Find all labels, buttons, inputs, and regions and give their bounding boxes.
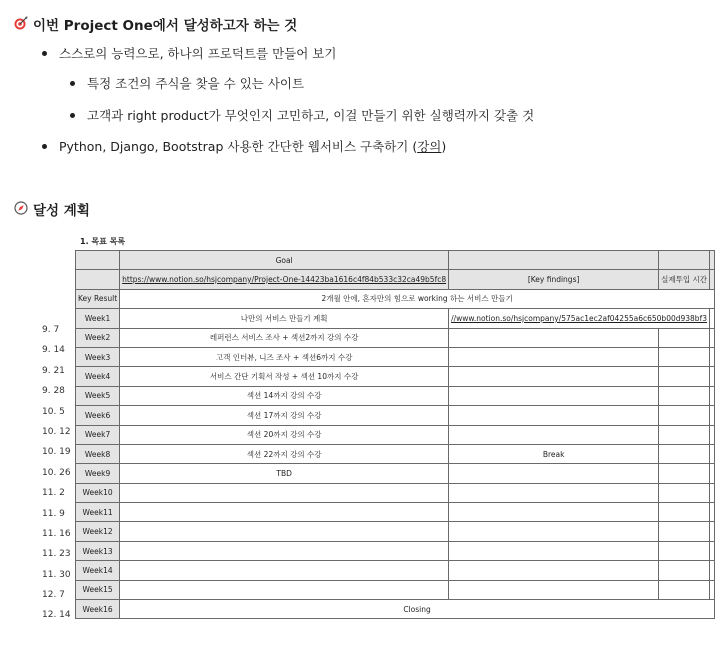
week-date: 11. 16	[42, 528, 71, 539]
week-label: Week15	[76, 580, 120, 599]
week-finding	[449, 483, 659, 502]
table-subheader-row	[76, 270, 715, 289]
week-label: Week9	[76, 464, 120, 483]
table-row	[76, 464, 715, 483]
week-date: 10. 19	[42, 447, 71, 458]
actual-time-cell	[659, 406, 710, 425]
bullet-dot	[70, 81, 75, 86]
bullet-dot	[70, 113, 75, 118]
week-label: Week12	[76, 522, 120, 541]
table-header-row	[76, 251, 715, 270]
table-row	[76, 406, 715, 425]
key-result-label: Key Result	[76, 289, 120, 308]
week-plan: 고객 인터뷰, 니즈 조사 + 섹션6까지 수강	[120, 347, 449, 366]
week-finding	[449, 425, 659, 444]
sub-bullet-2-text: 고객과 right product가 무엇인지 고민하고, 이걸 만들기 위한 실행력까지 갖출 것	[87, 108, 535, 123]
week-finding	[449, 561, 659, 580]
actual-time-cell	[659, 328, 710, 347]
target-icon	[14, 16, 28, 33]
bullet-1-text: 스스로의 능력으로, 하나의 프로덕트를 만들어 보기	[59, 46, 337, 61]
empty-cell	[710, 406, 715, 425]
actual-time-cell	[659, 367, 710, 386]
week-plan: 섹션 20까지 강의 수강	[120, 425, 449, 444]
week-label: Week10	[76, 483, 120, 502]
empty-cell	[710, 367, 715, 386]
week-finding	[449, 464, 659, 483]
empty-cell	[710, 386, 715, 405]
week-label: Week5	[76, 386, 120, 405]
goal-link-cell	[120, 270, 449, 289]
actual-time-cell	[659, 483, 710, 502]
actual-time-cell	[659, 347, 710, 366]
week-label: Week3	[76, 347, 120, 366]
week-finding	[449, 347, 659, 366]
week-plan: 섹션 17까지 강의 수강	[120, 406, 449, 425]
week-label: Week16	[76, 600, 120, 619]
compass-icon	[14, 201, 28, 218]
date-column	[0, 320, 75, 626]
empty-cell	[76, 270, 120, 289]
week-finding	[449, 406, 659, 425]
table-row	[76, 386, 715, 405]
goal-list-subheading: 1. 목표 목록	[80, 237, 126, 246]
week-finding	[449, 386, 659, 405]
goal-title: 이번 Project One에서 달성하고자 하는 것	[33, 18, 298, 34]
closing-cell: Closing	[120, 600, 715, 619]
week-date: 9. 7	[42, 325, 60, 335]
table-row	[76, 444, 715, 463]
empty-cell	[710, 347, 715, 366]
week-finding	[449, 522, 659, 541]
week-finding	[449, 309, 710, 328]
empty-cell	[710, 251, 715, 270]
empty-cell	[710, 425, 715, 444]
finding-link[interactable]: //www.notion.so/hsjcompany/575ac1ec2af04255a6c650b00d938bf3	[451, 313, 707, 323]
table-row	[76, 541, 715, 560]
lecture-link[interactable]: 강의	[417, 139, 442, 154]
actual-time-cell	[659, 425, 710, 444]
week-plan	[120, 580, 449, 599]
goal-header: Goal	[120, 251, 449, 270]
week-label: Week7	[76, 425, 120, 444]
week-plan	[120, 503, 449, 522]
table-row	[76, 483, 715, 502]
actual-time-cell	[659, 541, 710, 560]
table-row	[76, 367, 715, 386]
plan-heading	[14, 199, 90, 219]
table-row	[76, 503, 715, 522]
week-label: Week4	[76, 367, 120, 386]
table-row	[76, 309, 715, 328]
empty-cell	[710, 483, 715, 502]
week-label: Week8	[76, 444, 120, 463]
week-plan: 나만의 서비스 만들기 계획	[120, 309, 449, 328]
empty-cell	[76, 251, 120, 270]
week-date: 10. 12	[42, 426, 71, 437]
key-result-row	[76, 289, 715, 308]
bullet-2-end: )	[441, 138, 447, 154]
week-date: 11. 23	[42, 549, 71, 560]
table-row	[76, 425, 715, 444]
week-finding	[449, 580, 659, 599]
week-plan	[120, 541, 449, 560]
week-label: Week6	[76, 406, 120, 425]
actual-time-cell	[659, 464, 710, 483]
week-label: Week14	[76, 561, 120, 580]
table-row	[76, 347, 715, 366]
actual-time-cell	[659, 580, 710, 599]
empty-cell	[710, 522, 715, 541]
week-date: 12. 14	[42, 610, 71, 621]
table-row	[76, 522, 715, 541]
week-date: 10. 26	[42, 467, 71, 478]
sub-bullet-1	[70, 74, 304, 92]
actual-time-header: 실제투입 시간	[659, 270, 710, 289]
week-label: Week13	[76, 541, 120, 560]
goal-notion-link[interactable]: https://www.notion.so/hsjcompany/Project-One-14423ba1616c4f84b533c32ca49b5fc8	[122, 274, 447, 284]
goal-table	[75, 250, 715, 619]
key-findings-header: [Key findings]	[449, 270, 659, 289]
week-finding	[449, 503, 659, 522]
empty-cell	[710, 561, 715, 580]
empty-cell	[659, 251, 710, 270]
week-date: 10. 5	[42, 406, 65, 417]
week-label: Week11	[76, 503, 120, 522]
empty-cell	[710, 444, 715, 463]
empty-cell	[710, 580, 715, 599]
bullet-dot	[42, 144, 47, 149]
week-plan: 서비스 간단 기획서 작성 + 섹션 10까지 수강	[120, 367, 449, 386]
empty-cell	[710, 503, 715, 522]
week-finding: Break	[449, 444, 659, 463]
bullet-2	[42, 137, 446, 155]
week-date: 9. 14	[42, 345, 65, 356]
week-plan	[120, 561, 449, 580]
empty-cell	[710, 464, 715, 483]
bullet-dot	[42, 51, 47, 56]
actual-time-cell	[659, 522, 710, 541]
week-date: 11. 9	[42, 508, 65, 519]
week-label: Week2	[76, 328, 120, 347]
empty-cell	[710, 541, 715, 560]
closing-row	[76, 600, 715, 619]
plan-title: 달성 계획	[33, 203, 90, 219]
week-plan: 섹션 14까지 강의 수강	[120, 386, 449, 405]
week-date: 11. 30	[42, 569, 71, 580]
actual-time-cell	[659, 561, 710, 580]
actual-time-cell	[659, 444, 710, 463]
week-plan: TBD	[120, 464, 449, 483]
week-date: 11. 2	[42, 488, 65, 499]
week-finding	[449, 541, 659, 560]
table-row	[76, 580, 715, 599]
actual-time-cell	[659, 386, 710, 405]
week-date: 12. 7	[42, 590, 65, 601]
week-label: Week1	[76, 309, 120, 328]
bullet-2-text: Python, Django, Bootstrap 사용한 간단한 웹서비스 구축하기 (	[59, 139, 418, 154]
key-result-value: 2개월 안에, 혼자만의 힘으로 working 하는 서비스 만들기	[120, 289, 715, 308]
bullet-1	[42, 44, 336, 62]
table-row	[76, 561, 715, 580]
week-finding	[449, 328, 659, 347]
week-date: 9. 28	[42, 386, 65, 397]
actual-time-cell	[659, 503, 710, 522]
week-finding	[449, 367, 659, 386]
week-plan: 섹션 22까지 강의 수강	[120, 444, 449, 463]
week-plan: 레퍼런스 서비스 조사 + 섹션2까지 강의 수강	[120, 328, 449, 347]
week-plan	[120, 483, 449, 502]
sub-bullet-1-text: 특정 조건의 주식을 찾을 수 있는 사이트	[87, 76, 305, 91]
empty-cell	[710, 309, 715, 328]
empty-cell	[449, 251, 659, 270]
empty-cell	[710, 328, 715, 347]
week-plan	[120, 522, 449, 541]
goal-heading	[14, 14, 297, 34]
table-row	[76, 328, 715, 347]
sub-bullet-2	[70, 106, 534, 124]
empty-cell	[710, 270, 715, 289]
week-date: 9. 21	[42, 365, 65, 376]
